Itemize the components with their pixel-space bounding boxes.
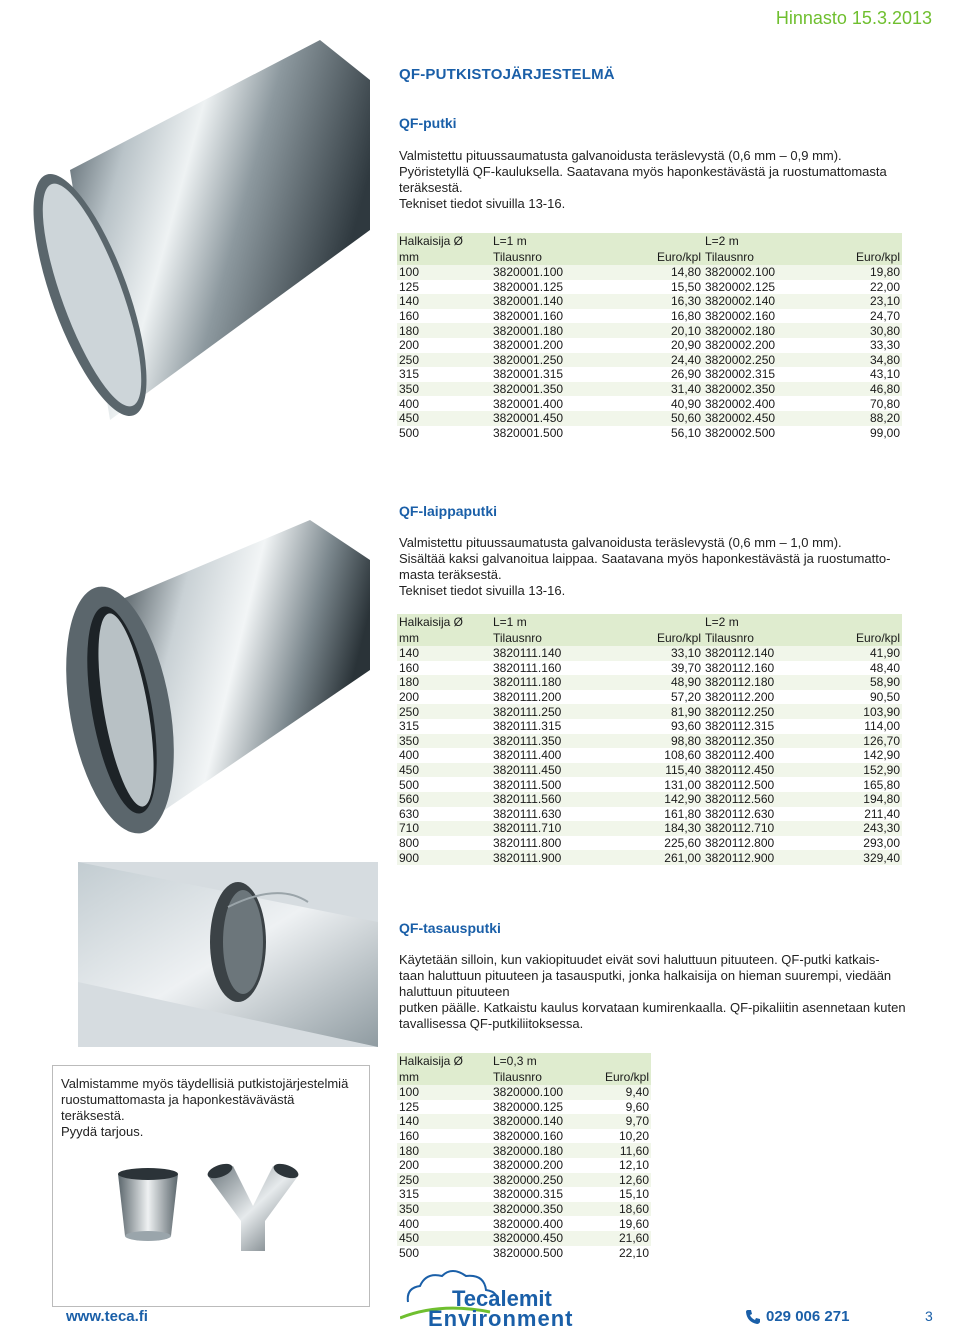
table-cell: 16,30 [591,294,703,309]
table-cell: 3820111.500 [491,777,591,792]
table-cell: 3820001.125 [491,280,591,295]
table-cell: 3820001.500 [491,426,591,441]
qf-pipe-image [30,40,370,450]
table-cell: 250 [397,704,491,719]
table-cell: 3820001.160 [491,309,591,324]
table-cell: 3820111.160 [491,661,591,676]
table-cell: 3820111.900 [491,850,591,865]
table-cell: 3820000.250 [491,1173,591,1188]
table-cell [591,1053,651,1069]
table-cell: 3820002.200 [703,338,803,353]
table-row [397,1231,651,1246]
description-line: Valmistettu pituussaumatusta galvanoidusta teräslevystä (0,6 mm – 0,9 mm). [399,148,842,163]
table-cell: 900 [397,850,491,865]
table-cell: Euro/kpl [803,249,902,265]
table-row [397,1158,651,1173]
table-cell: 3820000.125 [491,1100,591,1115]
table-row [397,690,902,705]
table-row [397,836,902,851]
description-line: Käytetään silloin, kun vakiopituudet eivät sovi haluttuun pituuteen. QF-putki katkais- [399,952,880,967]
section-description-qf-laippaputki [399,535,890,599]
description-line: taan haluttuun pituuteen ja tasausputki, jonka halkaisija on hieman suurempi, viedään [399,968,892,983]
table-header-row [397,630,902,646]
table-cell: 20,10 [591,323,703,338]
table-row [397,280,902,295]
table-row [397,309,902,324]
table-cell: 225,60 [591,836,703,851]
table-row [397,661,902,676]
table-cell: 3820112.710 [703,821,803,836]
table-row [397,1173,651,1188]
table-cell: 400 [397,396,491,411]
table-cell: 3820001.350 [491,382,591,397]
table-cell [803,614,902,630]
table-cell: 26,90 [591,367,703,382]
table-cell: 3820112.900 [703,850,803,865]
table-cell: 50,60 [591,411,703,426]
table-cell: 21,60 [591,1231,651,1246]
table-cell: 160 [397,1129,491,1144]
table-row [397,367,902,382]
table-cell: Halkaisija Ø [397,614,491,630]
price-table-qf-putki [397,233,902,440]
table-cell: 22,00 [803,280,902,295]
table-cell: L=2 m [703,614,803,630]
table-cell: 3820112.315 [703,719,803,734]
table-cell: 450 [397,763,491,778]
qf-adjustment-pipe-image [78,862,378,1047]
table-cell: 350 [397,1202,491,1217]
table-cell: Euro/kpl [591,249,703,265]
table-row [397,1143,651,1158]
table-cell: 3820112.500 [703,777,803,792]
table-cell: 350 [397,382,491,397]
table-row [397,748,902,763]
table-cell: 3820112.450 [703,763,803,778]
table-cell: Euro/kpl [591,630,703,646]
table-cell: 3820002.160 [703,309,803,324]
table-cell: L=1 m [491,233,591,249]
table-cell: 15,50 [591,280,703,295]
page-number: 3 [925,1308,933,1324]
note-line: Valmistamme myös täydellisiä putkistojärjestelmiä [61,1076,349,1091]
table-cell: 140 [397,1114,491,1129]
table-cell: 39,70 [591,661,703,676]
table-cell: 142,90 [591,792,703,807]
table-cell: 630 [397,807,491,822]
table-cell: 3820002.450 [703,411,803,426]
table-row [397,675,902,690]
logo-text-environment: Environment [428,1306,574,1331]
table-cell: Euro/kpl [591,1069,651,1085]
table-cell: 3820002.140 [703,294,803,309]
table-cell: 11,60 [591,1143,651,1158]
table-cell: 100 [397,1085,491,1100]
table-cell: 3820001.315 [491,367,591,382]
table-cell: 194,80 [803,792,902,807]
table-cell: 9,60 [591,1100,651,1115]
section-description-qf-putki [399,148,887,212]
price-table-qf-tasausputki [397,1053,651,1260]
table-cell: 3820000.160 [491,1129,591,1144]
table-cell: 211,40 [803,807,902,822]
note-line: Pyydä tarjous. [61,1124,144,1139]
table-cell: 3820111.710 [491,821,591,836]
page-title: QF-PUTKISTOJÄRJESTELMÄ [399,66,615,83]
table-header-row [397,1069,651,1085]
table-header-row [397,233,902,249]
table-cell: 142,90 [803,748,902,763]
table-cell: 3820112.800 [703,836,803,851]
table-cell: 315 [397,367,491,382]
table-cell: 20,90 [591,338,703,353]
table-cell: 180 [397,675,491,690]
table-cell: 88,20 [803,411,902,426]
table-cell: 3820002.180 [703,323,803,338]
section-description-qf-tasausputki [399,952,906,1032]
table-cell: Tilausnro [491,249,591,265]
table-cell: Halkaisija Ø [397,1053,491,1069]
table-cell: 180 [397,323,491,338]
offer-note-box [52,1065,370,1307]
table-cell: L=1 m [491,614,591,630]
table-cell: 33,30 [803,338,902,353]
table-cell: 400 [397,748,491,763]
table-row [397,704,902,719]
table-cell: 3820000.500 [491,1246,591,1261]
table-cell: 3820000.400 [491,1216,591,1231]
table-cell: 243,30 [803,821,902,836]
table-row [397,294,902,309]
table-cell: 12,10 [591,1158,651,1173]
description-line: Pyöristetyllä QF-kauluksella. Saatavana myös haponkestävästä ja ruostumattomasta [399,164,887,179]
logo-text-tecalemit: Tecalemit [452,1286,552,1311]
table-cell: 350 [397,734,491,749]
table-cell: 46,80 [803,382,902,397]
price-list-date: Hinnasto 15.3.2013 [775,8,932,28]
table-row [397,777,902,792]
table-cell: 23,10 [803,294,902,309]
description-line: Sisältää kaksi galvanoitua laippaa. Saatavana myös haponkestävästä ja ruostumatto- [399,551,891,566]
table-cell: 24,70 [803,309,902,324]
table-cell [591,614,703,630]
table-cell: 41,90 [803,646,902,661]
table-cell: 31,40 [591,382,703,397]
table-cell: 250 [397,1173,491,1188]
phone-icon [745,1309,761,1325]
phone-number[interactable]: 029 006 271 [766,1308,850,1325]
table-cell: 3820000.140 [491,1114,591,1129]
description-line: Valmistettu pituussaumatusta galvanoidusta teräslevystä (0,6 mm – 1,0 mm). [399,535,842,550]
table-cell: 10,20 [591,1129,651,1144]
table-row [397,382,902,397]
description-line: putken päälle. Katkaistu kaulus korvataan kumirenkaalla. QF-pikaliitin asennetaan kuten [399,1000,906,1015]
table-row [397,338,902,353]
table-cell: 48,90 [591,675,703,690]
table-cell: 3820000.100 [491,1085,591,1100]
table-cell: Halkaisija Ø [397,233,491,249]
table-cell: 180 [397,1143,491,1158]
table-row [397,1100,651,1115]
table-cell: 3820112.250 [703,704,803,719]
table-cell: 3820001.180 [491,323,591,338]
table-row [397,1085,651,1100]
table-row [397,396,902,411]
table-cell: 9,40 [591,1085,651,1100]
table-cell: 200 [397,690,491,705]
qf-flange-pipe-image [60,520,370,860]
table-cell: 140 [397,646,491,661]
table-cell: 70,80 [803,396,902,411]
table-cell: 500 [397,1246,491,1261]
table-cell: 14,80 [591,265,703,280]
table-row [397,1216,651,1231]
table-row [397,353,902,368]
table-cell: 125 [397,1100,491,1115]
website-link[interactable]: www.teca.fi [66,1308,148,1325]
table-cell: 12,60 [591,1173,651,1188]
table-cell: 3820000.180 [491,1143,591,1158]
section-title-qf-laippaputki: QF-laippaputki [399,503,497,519]
table-cell: 34,80 [803,353,902,368]
table-cell: 81,90 [591,704,703,719]
description-line: Tekniset tiedot sivuilla 13-16. [399,583,566,598]
table-header-row [397,1053,651,1069]
table-cell: 58,90 [803,675,902,690]
table-cell: 3820111.200 [491,690,591,705]
table-cell: 152,90 [803,763,902,778]
table-cell: 315 [397,1187,491,1202]
table-cell: Tilausnro [703,630,803,646]
table-cell: 3820111.630 [491,807,591,822]
table-cell: 3820001.100 [491,265,591,280]
table-cell: 160 [397,661,491,676]
table-row [397,719,902,734]
table-cell: 3820112.140 [703,646,803,661]
table-cell: 3820111.350 [491,734,591,749]
table-cell: 126,70 [803,734,902,749]
table-cell: 3820002.400 [703,396,803,411]
table-cell: 3820000.450 [491,1231,591,1246]
table-cell: 140 [397,294,491,309]
table-cell: 48,40 [803,661,902,676]
table-row [397,763,902,778]
table-cell: 114,00 [803,719,902,734]
table-cell: 3820001.450 [491,411,591,426]
table-cell: 161,80 [591,807,703,822]
table-cell: Tilausnro [491,630,591,646]
table-cell: 250 [397,353,491,368]
table-cell: 261,00 [591,850,703,865]
table-cell: 3820002.500 [703,426,803,441]
table-row [397,426,902,441]
table-cell: 500 [397,777,491,792]
section-title-qf-putki: QF-putki [399,115,457,131]
table-row [397,1129,651,1144]
table-cell: 3820112.160 [703,661,803,676]
table-cell: 43,10 [803,367,902,382]
table-row [397,1114,651,1129]
table-cell: 22,10 [591,1246,651,1261]
table-cell: 3820001.200 [491,338,591,353]
table-row [397,734,902,749]
table-cell: 3820111.180 [491,675,591,690]
table-cell: 99,00 [803,426,902,441]
table-row [397,411,902,426]
table-row [397,265,902,280]
table-cell: 160 [397,309,491,324]
description-line: haluttuun pituuteen [399,984,510,999]
section-title-qf-tasausputki: QF-tasausputki [399,920,501,936]
table-cell: 165,80 [803,777,902,792]
price-table-qf-laippaputki [397,614,902,865]
table-cell: 3820001.250 [491,353,591,368]
table-header-row [397,614,902,630]
table-cell: 98,80 [591,734,703,749]
table-cell: 100 [397,265,491,280]
table-cell: 3820112.630 [703,807,803,822]
table-cell: mm [397,630,491,646]
table-cell: mm [397,1069,491,1085]
description-line: Tekniset tiedot sivuilla 13-16. [399,196,566,211]
table-row [397,1187,651,1202]
table-cell: 3820112.200 [703,690,803,705]
table-cell: 3820111.315 [491,719,591,734]
table-cell: 103,90 [803,704,902,719]
table-cell: 184,30 [591,821,703,836]
table-cell: 3820000.200 [491,1158,591,1173]
table-cell: 710 [397,821,491,836]
y-branch-fitting-image [203,1161,303,1261]
table-cell: 108,60 [591,748,703,763]
table-cell: 33,10 [591,646,703,661]
table-cell: 3820111.450 [491,763,591,778]
description-line: tavallisessa QF-putkiliitoksessa. [399,1016,584,1031]
table-cell: 3820002.350 [703,382,803,397]
table-cell: 200 [397,338,491,353]
table-cell: 315 [397,719,491,734]
table-cell: 3820002.315 [703,367,803,382]
table-cell: 450 [397,411,491,426]
table-cell: L=0,3 m [491,1053,591,1069]
table-row [397,850,902,865]
table-cell: 450 [397,1231,491,1246]
description-line: masta teräksestä. [399,567,502,582]
table-cell: 115,40 [591,763,703,778]
table-cell: 500 [397,426,491,441]
table-cell [591,233,703,249]
table-row [397,1246,651,1261]
table-row [397,821,902,836]
table-cell: mm [397,249,491,265]
table-cell: 3820112.180 [703,675,803,690]
table-cell [803,233,902,249]
table-cell: 3820001.140 [491,294,591,309]
table-cell: 3820112.400 [703,748,803,763]
table-cell: 131,00 [591,777,703,792]
table-cell: 19,80 [803,265,902,280]
table-cell: 3820000.350 [491,1202,591,1217]
table-cell: Euro/kpl [803,630,902,646]
table-header-row [397,249,902,265]
table-cell: 329,40 [803,850,902,865]
table-cell: 200 [397,1158,491,1173]
table-row [397,807,902,822]
table-cell: 3820111.560 [491,792,591,807]
table-cell: 57,20 [591,690,703,705]
table-cell: 800 [397,836,491,851]
table-cell: 560 [397,792,491,807]
table-cell: 3820002.100 [703,265,803,280]
table-cell: 293,00 [803,836,902,851]
table-cell: 9,70 [591,1114,651,1129]
table-cell: 90,50 [803,690,902,705]
table-cell: 400 [397,1216,491,1231]
table-cell: 3820111.250 [491,704,591,719]
table-cell: 56,10 [591,426,703,441]
table-row [397,792,902,807]
table-cell: Tilausnro [703,249,803,265]
table-cell: Tilausnro [491,1069,591,1085]
table-cell: 16,80 [591,309,703,324]
table-cell: 3820000.315 [491,1187,591,1202]
table-cell: 3820002.250 [703,353,803,368]
table-cell: 3820111.800 [491,836,591,851]
table-row [397,646,902,661]
table-row [397,323,902,338]
table-cell: 125 [397,280,491,295]
table-cell: 15,10 [591,1187,651,1202]
table-cell: 3820001.400 [491,396,591,411]
table-cell: 3820112.560 [703,792,803,807]
table-cell: 40,90 [591,396,703,411]
fitting-cup-image [113,1166,183,1246]
table-cell: 3820112.350 [703,734,803,749]
table-cell: 18,60 [591,1202,651,1217]
table-cell: 3820002.125 [703,280,803,295]
note-line: ruostumattomasta ja haponkestävävästä teräksestä. [61,1092,295,1123]
table-cell: 3820111.400 [491,748,591,763]
table-cell: 19,60 [591,1216,651,1231]
table-cell: L=2 m [703,233,803,249]
description-line: teräksestä. [399,180,463,195]
table-row [397,1202,651,1217]
table-cell: 93,60 [591,719,703,734]
table-cell: 24,40 [591,353,703,368]
table-cell: 3820111.140 [491,646,591,661]
table-cell: 30,80 [803,323,902,338]
